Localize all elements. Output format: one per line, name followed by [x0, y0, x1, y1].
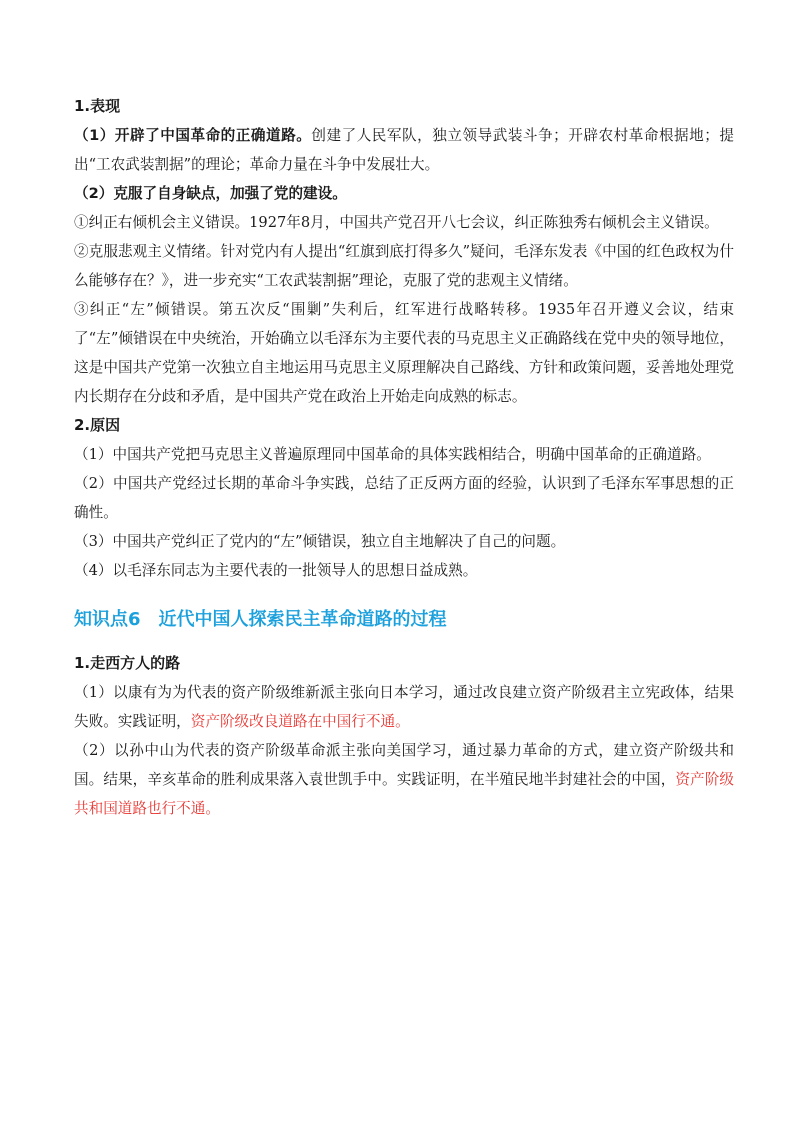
- performance-point-3: ③纠正“左”倾错误。第五次反“围剿”失利后，红军进行战略转移。1935年召开遵义会议，结束了“左”倾错误在中央统治，开始确立以毛泽东为主要代表的马克思主义正确路线在党中央的领导地位，这是中国共产党第一次独立自主地运用马克思主义原理解决自己路线、方针和政策问题，妥善地处理党内长期存在分歧和矛盾，是中国共产党在政治上开始走向成熟的标志。: [74, 301, 734, 405]
- spacer: [74, 635, 734, 649]
- western-path-item-2-highlight: 资产阶级共和国道路也行不通。: [74, 771, 734, 817]
- western-path-item-1: [74, 678, 734, 736]
- performance-item-2-title: （2）克服了自身缺点，加强了党的建设。: [74, 185, 347, 202]
- section-heading-performance: 1.表现: [74, 97, 121, 115]
- reason-item-2: （2）中国共产党经过长期的革命斗争实践，总结了正反两方面的经验，认识到了毛泽东军事思想的正确性。: [74, 475, 734, 521]
- performance-point-1: ①纠正右倾机会主义错误。1927年8月，中国共产党召开八七会议，纠正陈独秀右倾机会主义错误。: [74, 214, 719, 231]
- spacer: [74, 585, 734, 605]
- section-heading-western-path: 1.走西方人的路: [74, 654, 181, 672]
- western-path-item-2: [74, 736, 734, 823]
- western-path-item-1-text: （1）以康有为为代表的资产阶级维新派主张向日本学习，通过改良建立资产阶级君主立宪政体，结果失败。实践证明，: [74, 684, 734, 730]
- performance-point-2: ②克服悲观主义情绪。针对党内有人提出“红旗到底打得多久”疑问，毛泽东发表《中国的红色政权为什么能够存在？》，进一步充实“工农武装割据”理论，克服了党的悲观主义情绪。: [74, 243, 734, 289]
- performance-item-1: [74, 121, 734, 179]
- document-page: [74, 92, 734, 823]
- knowledge-point-6-title: 知识点6 近代中国人探索民主革命道路的过程: [74, 609, 447, 630]
- performance-item-1-text: 创建了人民军队，独立领导武装斗争；开辟农村革命根据地；提出“工农武装割据”的理论；革命力量在斗争中发展壮大。: [74, 127, 734, 173]
- reason-item-1: （1）中国共产党把马克思主义普遍原理同中国革命的具体实践相结合，明确中国革命的正确道路。: [74, 446, 711, 463]
- reason-item-4: （4）以毛泽东同志为主要代表的一批领导人的思想日益成熟。: [74, 562, 478, 579]
- performance-item-1-title: （1）开辟了中国革命的正确道路。: [74, 127, 312, 144]
- reason-item-3: （3）中国共产党纠正了党内的“左”倾错误，独立自主地解决了自己的问题。: [74, 533, 566, 550]
- western-path-item-1-highlight: 资产阶级改良道路在中国行不通。: [190, 713, 410, 730]
- western-path-item-2-text: （2）以孙中山为代表的资产阶级革命派主张向美国学习，通过暴力革命的方式，建立资产阶级共和国。结果，辛亥革命的胜利成果落入袁世凯手中。实践证明，在半殖民地半封建社会的中国，: [74, 742, 734, 788]
- section-heading-reasons: 2.原因: [74, 416, 121, 434]
